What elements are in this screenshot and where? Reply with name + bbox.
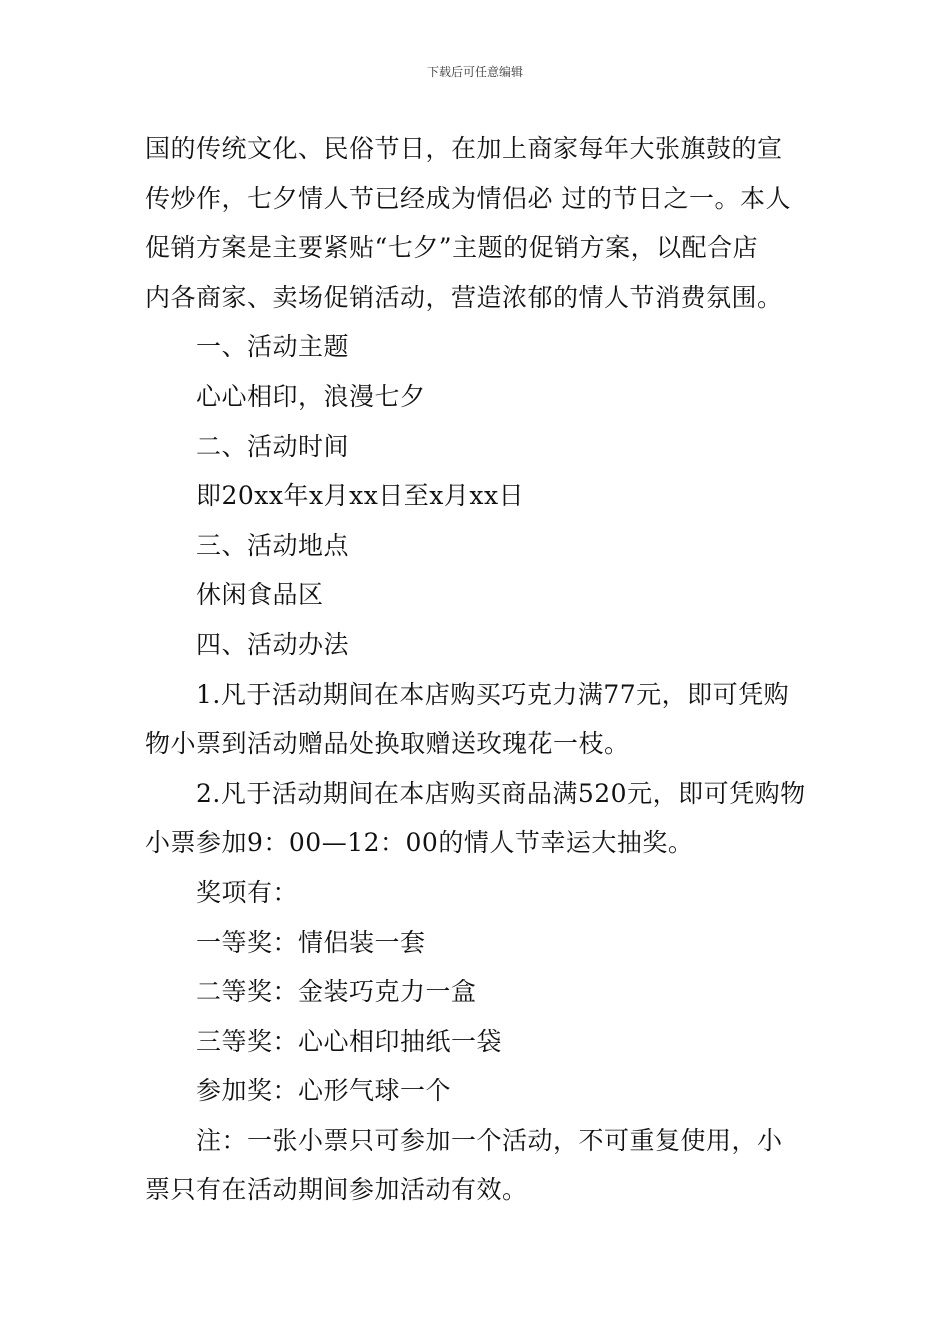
time-text: 即20xx年x月xx日至x月xx日 [196,481,525,511]
prize-second: 二等奖：金装巧克力一盒 [196,977,477,1007]
paragraph-line: 内各商家、卖场促销活动，营造浓郁的情人节消费氛围。 [145,282,783,312]
method-item-2: 2.凡于活动期间在本店购买商品满520元，即可凭购物 [196,778,806,808]
note-line-cont: 票只有在活动期间参加活动有效。 [145,1175,528,1205]
location-text: 休闲食品区 [196,580,324,610]
section-heading-method: 四、活动办法 [196,629,350,659]
document-body [145,124,805,1215]
paragraph-line: 传炒作，七夕情人节已经成为情侣必 过的节日之一。本人 [145,183,791,213]
paragraph-line: 国的传统文化、民俗节日，在加上商家每年大张旗鼓的宣 [145,134,783,163]
paragraph-line: 促销方案是主要紧贴“七夕”主题的促销方案，以配合店 [145,233,759,263]
section-heading-location: 三、活动地点 [196,530,350,560]
page-header: 下载后可任意编辑 [426,65,523,79]
method-item-1-cont: 物小票到活动赠品处换取赠送玫瑰花一枝。 [145,729,630,759]
method-item-2-cont: 小票参加9：00—12：00的情人节幸运大抽奖。 [145,828,694,858]
theme-text: 心心相印，浪漫七夕 [196,381,426,411]
note-line: 注：一张小票只可参加一个活动，不可重复使用，小 [196,1125,783,1155]
section-heading-time: 二、活动时间 [196,431,350,461]
method-item-1: 1.凡于活动期间在本店购买巧克力满77元，即可凭购 [196,679,790,709]
prize-third: 三等奖：心心相印抽纸一袋 [196,1026,503,1056]
prize-first: 一等奖：情侣装一套 [196,927,426,957]
prize-participation: 参加奖：心形气球一个 [196,1076,452,1106]
prizes-heading: 奖项有： [196,877,299,907]
section-heading-theme: 一、活动主题 [196,332,350,362]
